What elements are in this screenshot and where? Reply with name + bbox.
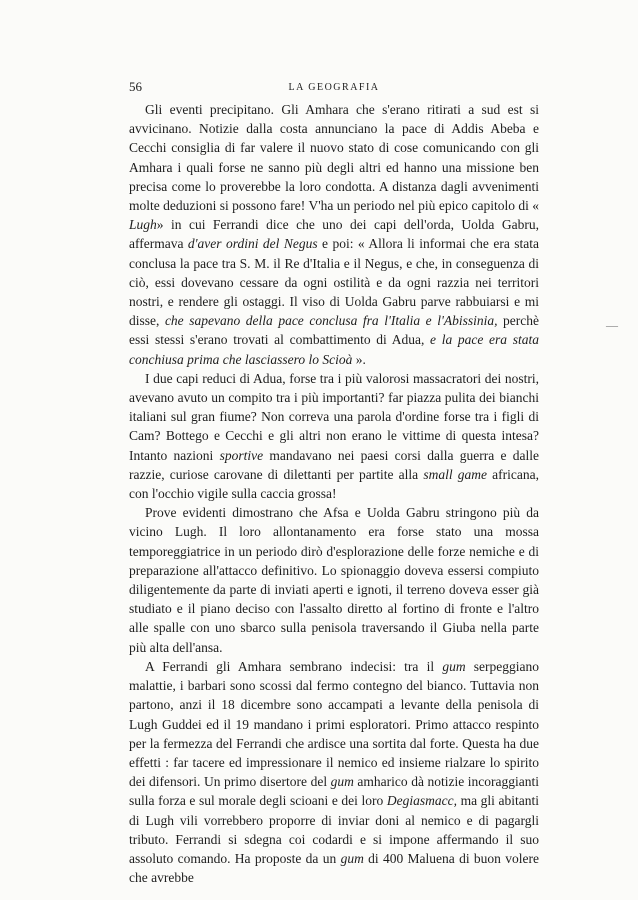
text-run: A Ferrandi gli Amhara sembrano indecisi: tra il — [145, 658, 443, 674]
text-run: ma gli abitanti di Lugh vili vorrebbero proporre di inviar doni al nemico e di pagargli tributo. Ferrandi si sdegna coi codardi e si impone affermando il suo assoluto comando. Ha proposte da un — [129, 793, 540, 866]
italic-text: Lugh — [129, 217, 157, 233]
italic-text: gum — [442, 658, 466, 674]
paragraph — [129, 369, 539, 503]
text-run: serpeggiano malattie, i barbari sono scossi dal fermo contegno del bianco. Tuttavia non partono, anzi il 18 dicembre sono accampati a levante della penisola di Lugh Guddei ed il 19 mandano i primi esploratori. Primo attacco respinto per la fermezza del Ferrandi che ardisce una sortita dal forte. Questa ha due effetti : far tacere ed impressionare il nemico ed insieme rialzare lo spirito dei difensori. Un primo disertore del — [129, 658, 539, 790]
paragraph — [129, 503, 539, 657]
text-run: Prove evidenti dimostrano che Afsa e Uolda Gabru stringono più da vicino Lugh. Il loro allontanamento era forse stato una mossa temporeggiatrice in un periodo dirò d'esplorazione delle forze nemiche e di preparazione all'attacco definitivo. Lo spionaggio doveva essersi compiuto diligentemente da parte di inviati aperti e ignoti, il terreno doveva esser già studiato e il piano deciso con l'assalto diretto al fortino di fronte e l'altro alle spalle con uno sbarco sulla penisola traversando il Giuba nella parte più alta dell'ansa. — [129, 505, 539, 655]
page-number: 56 — [129, 79, 142, 94]
text-run: » in cui Ferrandi dice che uno dei capi dell'orda, Uolda Gabru, affermava — [129, 217, 539, 252]
text-run: e poi: « Allora li informai che era stata conclusa la pace tra S. M. il Re d'Italia e il Negus, e che, in conseguenza di ciò, essi dovevano cessare da ogni ostilità e da ogni razzia nei territori nostri, e rendere gli ostaggi. Il viso di Uolda Gabru parve rabbuiarsi e mi disse, — [129, 236, 539, 329]
margin-mark: — — [606, 318, 618, 332]
italic-text: e la pace era stata conchiusa prima che lasciassero lo Scioà — [129, 332, 539, 367]
text-run: di 400 Maluena di buon volere che avrebbe — [129, 850, 539, 886]
italic-text: che sapevano della pace conclusa fra l'Italia e l'Abissinia, — [164, 313, 498, 329]
italic-text: d'aver ordini del Negus — [187, 236, 318, 252]
italic-text: gum — [330, 774, 354, 790]
text-run: africana, con l'occhio vigile sulla caccia grossa! — [129, 466, 540, 502]
italic-text: sportive — [219, 447, 264, 463]
text-run: I due capi reduci di Adua, forse tra i più valorosi massacratori dei nostri, avevano avuto un compito tra i più importanti? far piazza pulita dei bianchi italiani sul gran fiume? Non correva una parola d'ordine forse tra i figli di Cam? Bottego e Cecchi e gli altri non erano le vittime di questa intesa? Intanto nazioni — [129, 370, 539, 463]
paragraph — [129, 657, 539, 887]
text-run: ». — [352, 351, 366, 367]
paragraph — [129, 100, 539, 369]
italic-text: Degiasmacc, — [386, 793, 457, 809]
text-run: amharico dà notizie incoraggianti sulla forza e sul morale degli scioani e dei loro — [129, 774, 539, 809]
text-run: Gli eventi precipitano. Gli Amhara che s'erano ritirati a sud est si avvicinano. Notizie dalla costa annunciano la pace di Addis Abeba e Cecchi consiglia di far valere il nuovo stato di cose comunicando con gli Amhara i quali forse ne sanno più degli altri ed hanno una missione ben precisa come lo proverebbe la loro condotta. A distanza dagli avvenimenti molte deduzioni si possono fare! V'ha un periodo nel più epico capitolo di « — [129, 102, 539, 214]
italic-text: gum — [340, 850, 364, 866]
running-head: LA GEOGRAFIA — [288, 82, 380, 93]
text-run: mandavano nei paesi corsi dalla guerra e dalle razzie, curiose carovane di dilettanti per partite alla — [129, 447, 539, 482]
body-text — [129, 100, 539, 887]
italic-text: small game — [423, 466, 487, 482]
text-run: perchè essi stessi s'erano trovati al combattimento di Adua, — [129, 313, 539, 348]
